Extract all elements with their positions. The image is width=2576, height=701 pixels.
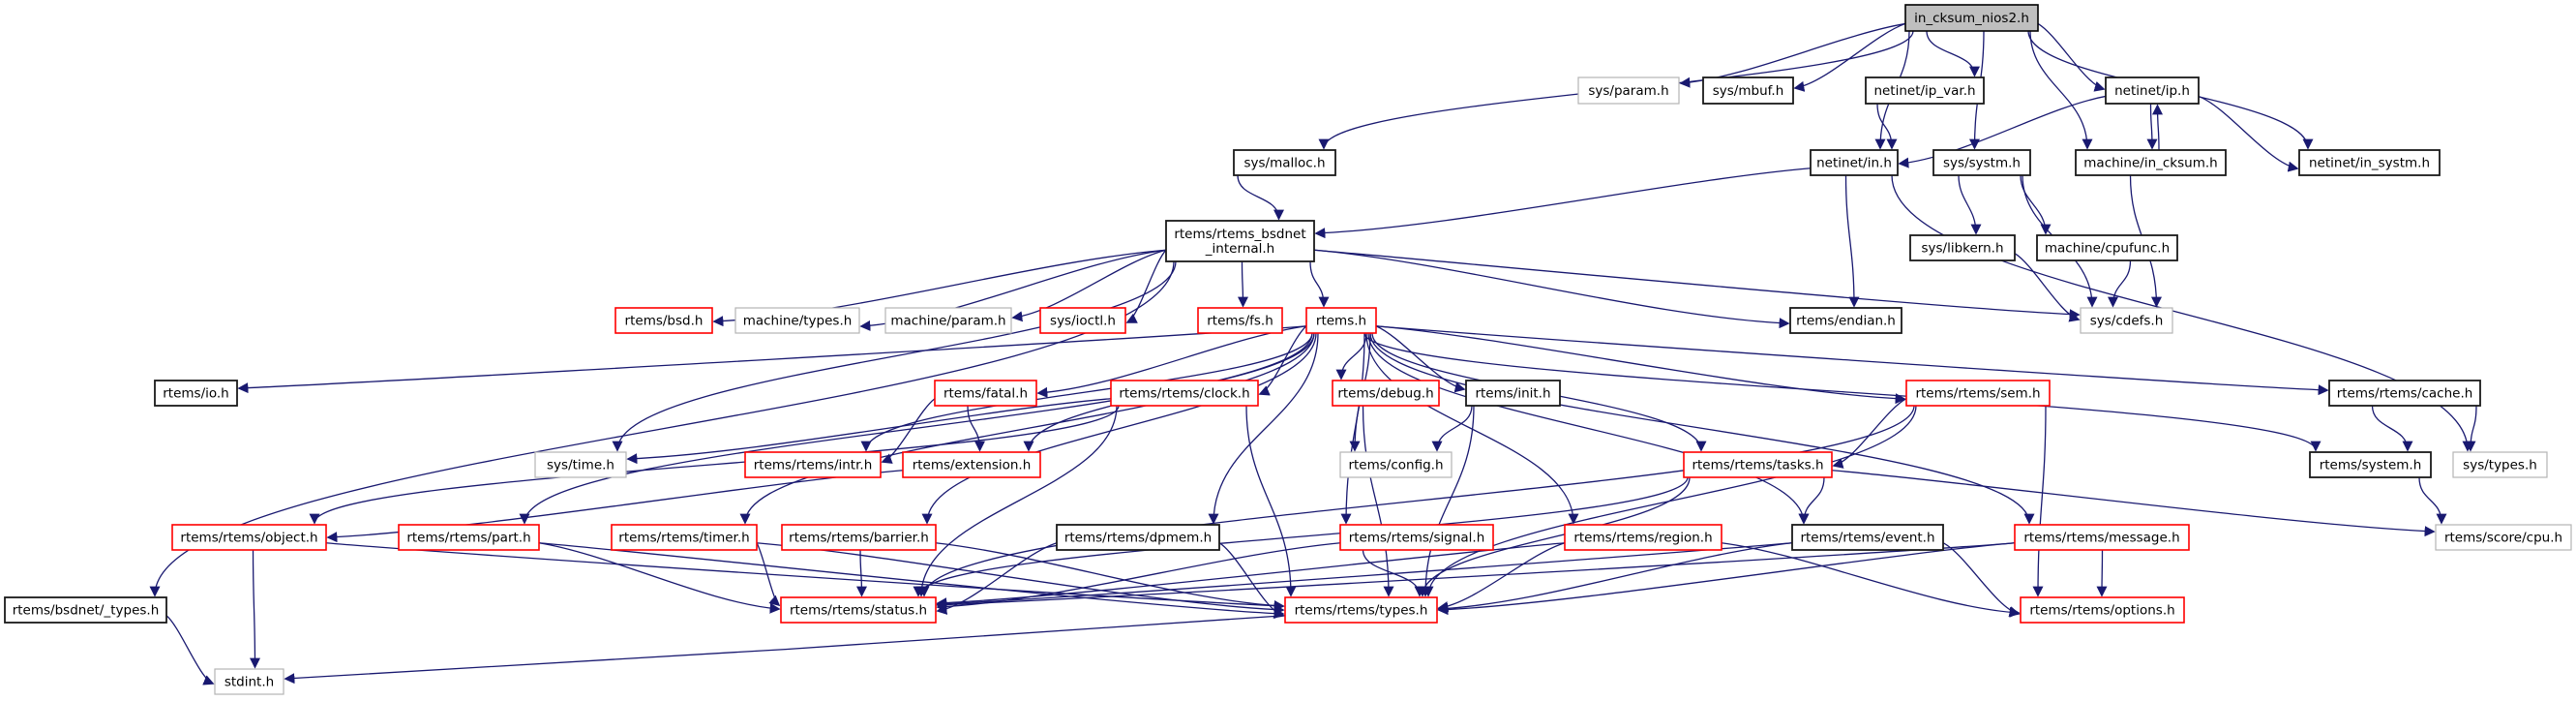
- edge-sem-options: [2038, 406, 2046, 595]
- edge-sem-tasks: [1834, 399, 1906, 466]
- node-ipvar[interactable]: [1866, 77, 1984, 104]
- node-libkern[interactable]: [1910, 235, 2015, 260]
- node-label-cache: rtems/rtems/cache.h: [2336, 385, 2473, 402]
- node-label-message: rtems/rtems/message.h: [2023, 530, 2180, 546]
- node-label-param: sys/param.h: [1588, 83, 1669, 99]
- edge-root-ip: [2038, 23, 2104, 89]
- edge-tasks-event: [1804, 477, 1824, 523]
- node-region[interactable]: [1565, 525, 1722, 550]
- node-label-systm: sys/systm.h: [1943, 155, 2021, 171]
- node-ext[interactable]: [903, 452, 1040, 477]
- node-intr[interactable]: [745, 452, 881, 477]
- node-label-event: rtems/rtems/event.h: [1800, 530, 1935, 546]
- node-config: [1340, 452, 1452, 477]
- node-label-mbuf: sys/mbuf.h: [1712, 83, 1784, 99]
- node-clock[interactable]: [1111, 381, 1258, 406]
- node-event[interactable]: [1792, 525, 1943, 550]
- node-label-malloc: sys/malloc.h: [1243, 155, 1326, 171]
- edge-layer: [155, 23, 2476, 684]
- node-mtypes: [735, 308, 859, 333]
- edge-cache-stypes: [2471, 406, 2476, 450]
- edge-rtems-signal: [1346, 333, 1364, 523]
- node-label-dpmem: rtems/rtems/dpmem.h: [1063, 530, 1213, 546]
- node-fatal[interactable]: [935, 381, 1036, 406]
- node-label-barrier: rtems/rtems/barrier.h: [789, 530, 929, 546]
- node-in[interactable]: [1811, 150, 1898, 175]
- node-label-status: rtems/rtems/status.h: [789, 602, 928, 619]
- node-sem[interactable]: [1906, 381, 2050, 406]
- node-label-bsd: rtems/bsd.h: [624, 313, 704, 329]
- edge-rtems-event: [1368, 333, 1804, 523]
- node-time: [535, 452, 626, 477]
- node-label-stdint: stdint.h: [224, 674, 275, 690]
- node-barrier[interactable]: [782, 525, 936, 550]
- node-label-libkern: sys/libkern.h: [1921, 240, 2004, 257]
- node-label-mincksum: machine/in_cksum.h: [2083, 155, 2218, 171]
- node-object[interactable]: [172, 525, 326, 550]
- node-cdefs: [2081, 308, 2172, 333]
- node-label-mtypes: machine/types.h: [742, 313, 853, 329]
- node-system[interactable]: [2310, 452, 2431, 477]
- edge-sem-rtypes: [1428, 406, 1916, 595]
- node-root: [1905, 5, 2038, 31]
- node-label-system: rtems/system.h: [2319, 457, 2422, 473]
- node-timer[interactable]: [612, 525, 757, 550]
- node-label-root: in_cksum_nios2.h: [1914, 11, 2029, 26]
- edge-malloc-bsdnet: [1238, 175, 1279, 219]
- node-label-init: rtems/init.h: [1475, 385, 1551, 402]
- node-label-ioctl: sys/ioctl.h: [1050, 313, 1116, 329]
- node-scorecpu: [2436, 525, 2571, 550]
- node-malloc[interactable]: [1234, 150, 1335, 175]
- edge-btypes-stdint: [166, 616, 213, 684]
- node-status[interactable]: [781, 597, 936, 623]
- edge-systm-libkern: [1959, 175, 1976, 233]
- edge-clock-status: [921, 406, 1117, 595]
- node-bsd[interactable]: [615, 308, 712, 333]
- edge-root-ipvar: [1927, 31, 1975, 76]
- node-label-config: rtems/config.h: [1348, 457, 1444, 473]
- edge-clock-time: [628, 399, 1111, 459]
- node-label-ip: netinet/ip.h: [2114, 83, 2190, 99]
- node-btypes[interactable]: [5, 597, 166, 623]
- edge-root-mincksum: [2030, 31, 2087, 148]
- node-rtypes[interactable]: [1285, 597, 1437, 623]
- edge-rtems-part: [524, 333, 1312, 523]
- node-label-fatal: rtems/fatal.h: [943, 385, 1029, 402]
- edge-rtypes-stdint: [285, 616, 1285, 679]
- edge-init-config: [1437, 406, 1472, 450]
- edge-part-status: [539, 543, 779, 609]
- node-stypes: [2453, 452, 2547, 477]
- node-label-signal: rtems/rtems/signal.h: [1348, 530, 1485, 546]
- node-layer: [5, 5, 2571, 694]
- node-label-cdefs: sys/cdefs.h: [2089, 313, 2164, 329]
- node-cache[interactable]: [2329, 381, 2480, 406]
- edge-debug-rtypes: [1363, 406, 1390, 595]
- edge-region-status: [938, 543, 1565, 603]
- edge-tasks-scorecpu: [1832, 471, 2434, 532]
- node-label-cpufunc: machine/cpufunc.h: [2044, 240, 2171, 257]
- node-endian[interactable]: [1790, 308, 1902, 333]
- node-fs[interactable]: [1198, 308, 1282, 333]
- edge-rtems-sem: [1376, 326, 1904, 399]
- node-label-btypes: rtems/bsdnet/_types.h: [12, 602, 160, 619]
- node-bsdnet[interactable]: [1166, 221, 1314, 261]
- edge-sem-status: [924, 406, 1914, 595]
- edge-in-endian: [1846, 175, 1855, 306]
- node-rtems[interactable]: [1306, 308, 1376, 333]
- node-part[interactable]: [399, 525, 539, 550]
- node-label-object: rtems/rtems/object.h: [180, 530, 318, 546]
- edge-bsdnet-rtems: [1310, 261, 1324, 306]
- node-param: [1578, 77, 1679, 104]
- node-label-intr: rtems/rtems/intr.h: [753, 457, 873, 473]
- node-mbuf[interactable]: [1703, 77, 1793, 104]
- node-label-ipvar: netinet/ip_var.h: [1873, 83, 1976, 99]
- node-debug[interactable]: [1333, 381, 1439, 406]
- edge-event-status: [938, 543, 1792, 604]
- node-label-io: rtems/io.h: [163, 385, 229, 402]
- edge-barrier-status: [860, 550, 862, 595]
- node-signal[interactable]: [1340, 525, 1493, 550]
- node-label-endian: rtems/endian.h: [1796, 313, 1896, 329]
- edge-system-scorecpu: [2419, 477, 2441, 523]
- node-label-ext: rtems/extension.h: [912, 457, 1032, 473]
- edge-rtems-io: [239, 326, 1306, 388]
- node-insystm[interactable]: [2299, 150, 2440, 175]
- edge-region-rtypes: [1439, 543, 1565, 608]
- node-label-fs: rtems/fs.h: [1207, 313, 1273, 329]
- node-label-in: netinet/in.h: [1816, 155, 1892, 171]
- node-cpufunc[interactable]: [2037, 235, 2177, 260]
- node-systm[interactable]: [1933, 150, 2030, 175]
- node-label-bsdnet: rtems/rtems_bsdnet _internal.h: [1174, 227, 1306, 257]
- node-label-debug: rtems/debug.h: [1337, 385, 1434, 402]
- node-mparam: [885, 308, 1011, 333]
- node-init[interactable]: [1466, 381, 1560, 406]
- node-options[interactable]: [2021, 597, 2184, 623]
- node-io[interactable]: [155, 381, 237, 406]
- node-dpmem[interactable]: [1057, 525, 1219, 550]
- edge-cache-system: [2373, 406, 2409, 450]
- node-label-mparam: machine/param.h: [890, 313, 1006, 329]
- edge-fatal-ext: [968, 406, 980, 450]
- node-label-insystm: netinet/in_systm.h: [2308, 155, 2431, 171]
- node-label-time: sys/time.h: [547, 457, 614, 473]
- edge-ipvar-in: [1877, 104, 1892, 148]
- node-tasks[interactable]: [1684, 452, 1832, 477]
- node-label-sem: rtems/rtems/sem.h: [1915, 385, 2041, 402]
- edge-libkern-cdefs: [2015, 254, 2079, 320]
- node-label-scorecpu: rtems/score/cpu.h: [2443, 530, 2563, 546]
- node-label-tasks: rtems/rtems/tasks.h: [1692, 457, 1824, 473]
- node-label-part: rtems/rtems/part.h: [406, 530, 531, 546]
- node-ioctl[interactable]: [1040, 308, 1125, 333]
- edge-in-stypes: [1892, 175, 2468, 450]
- node-label-stypes: sys/types.h: [2463, 457, 2537, 473]
- edge-in-bsdnet: [1316, 168, 1811, 233]
- edge-object-stdint: [254, 550, 255, 667]
- node-mincksum[interactable]: [2076, 150, 2226, 175]
- node-message[interactable]: [2015, 525, 2189, 550]
- node-label-region: rtems/rtems/region.h: [1573, 530, 1713, 546]
- node-ip[interactable]: [2106, 77, 2199, 104]
- node-label-rtems: rtems.h: [1315, 313, 1367, 329]
- node-label-rtypes: rtems/rtems/types.h: [1294, 602, 1428, 619]
- edge-clock-rtypes: [1246, 406, 1291, 595]
- edge-message-options: [2102, 550, 2103, 595]
- node-label-clock: rtems/rtems/clock.h: [1119, 385, 1250, 402]
- node-stdint: [215, 669, 284, 694]
- edge-mincksum-ip: [2158, 106, 2160, 150]
- edge-ip-mincksum: [2151, 104, 2153, 148]
- edge-rtems-barrier: [927, 333, 1316, 523]
- node-label-timer: rtems/rtems/timer.h: [618, 530, 750, 546]
- node-label-options: rtems/rtems/options.h: [2029, 602, 2175, 619]
